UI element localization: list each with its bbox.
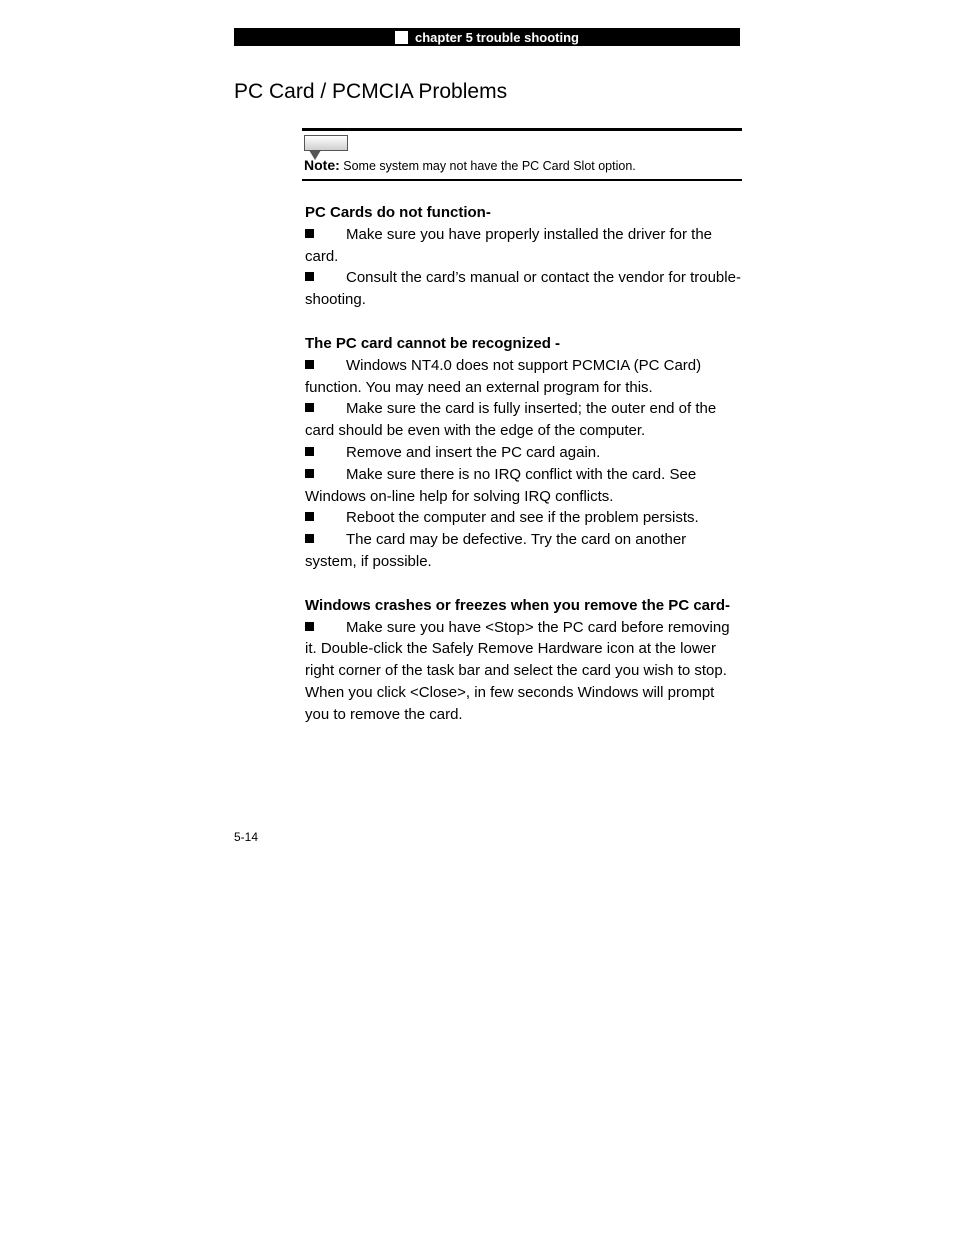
- note-text: Some system may not have the PC Card Slot option.: [343, 159, 636, 173]
- section-pc-card-not-recognized: [305, 333, 741, 573]
- bullet-item: [305, 529, 741, 573]
- chapter-label: chapter 5 trouble shooting: [415, 29, 579, 45]
- bullet-item: [305, 267, 741, 311]
- bullet-text: Make sure you have <Stop> the PC card before removing it. Double-click the Safely Remove Hardware icon at the lower right corner of the task bar and select the card you wish to stop. When you click <Close>, in few seconds Windows will prompt you to remove the card.: [305, 618, 730, 723]
- note-box: [302, 128, 742, 181]
- square-bullet-icon: [305, 272, 314, 281]
- section-windows-crashes: [305, 595, 741, 726]
- bullet-item: [305, 442, 741, 464]
- bullet-text: Consult the card’s manual or contact the vendor for trouble-shooting.: [305, 269, 741, 309]
- square-bullet-icon: [305, 512, 314, 521]
- square-bullet-icon: [305, 534, 314, 543]
- bullet-item: [305, 224, 741, 268]
- page-number: 5-14: [234, 830, 259, 844]
- bullet-item: [305, 617, 741, 726]
- section-title: The PC card cannot be recognized -: [305, 334, 561, 352]
- square-bullet-icon: [305, 447, 314, 456]
- bullet-text: Make sure the card is fully inserted; the outer end of the card should be even with the edge of the computer.: [305, 400, 717, 440]
- bullet-text: Reboot the computer and see if the problem persists.: [346, 509, 699, 527]
- square-bullet-icon: [305, 229, 314, 238]
- bullet-item: [305, 398, 741, 442]
- section-title: PC Cards do not function-: [305, 204, 491, 221]
- section-title: Windows crashes or freezes when you remove the PC card-: [305, 596, 730, 614]
- note-label: Note:: [304, 157, 340, 173]
- square-bullet-icon: [305, 469, 314, 478]
- chapter-header: [234, 28, 740, 46]
- bullet-text: Make sure there is no IRQ conflict with the card. See Windows on-line help for solving IRQ conflicts.: [305, 465, 697, 505]
- note-line: [304, 157, 636, 173]
- bullet-item: [305, 507, 741, 529]
- content: [305, 202, 741, 748]
- section-pc-cards-not-function: [305, 202, 741, 311]
- bullet-text: Make sure you have properly installed the driver for the card.: [305, 225, 713, 265]
- bullet-text: The card may be defective. Try the card on another system, if possible.: [305, 531, 687, 570]
- bullet-text: Windows NT4.0 does not support PCMCIA (PC Card) function. You may need an external program for this.: [305, 356, 702, 396]
- speech-bubble-icon: [304, 135, 348, 151]
- square-icon: [395, 31, 408, 44]
- square-bullet-icon: [305, 403, 314, 412]
- page-title: PC Card / PCMCIA Problems: [234, 80, 508, 103]
- bullet-item: [305, 464, 741, 508]
- square-bullet-icon: [305, 360, 314, 369]
- square-bullet-icon: [305, 622, 314, 631]
- bullet-item: [305, 355, 741, 399]
- bullet-text: Remove and insert the PC card again.: [346, 443, 601, 461]
